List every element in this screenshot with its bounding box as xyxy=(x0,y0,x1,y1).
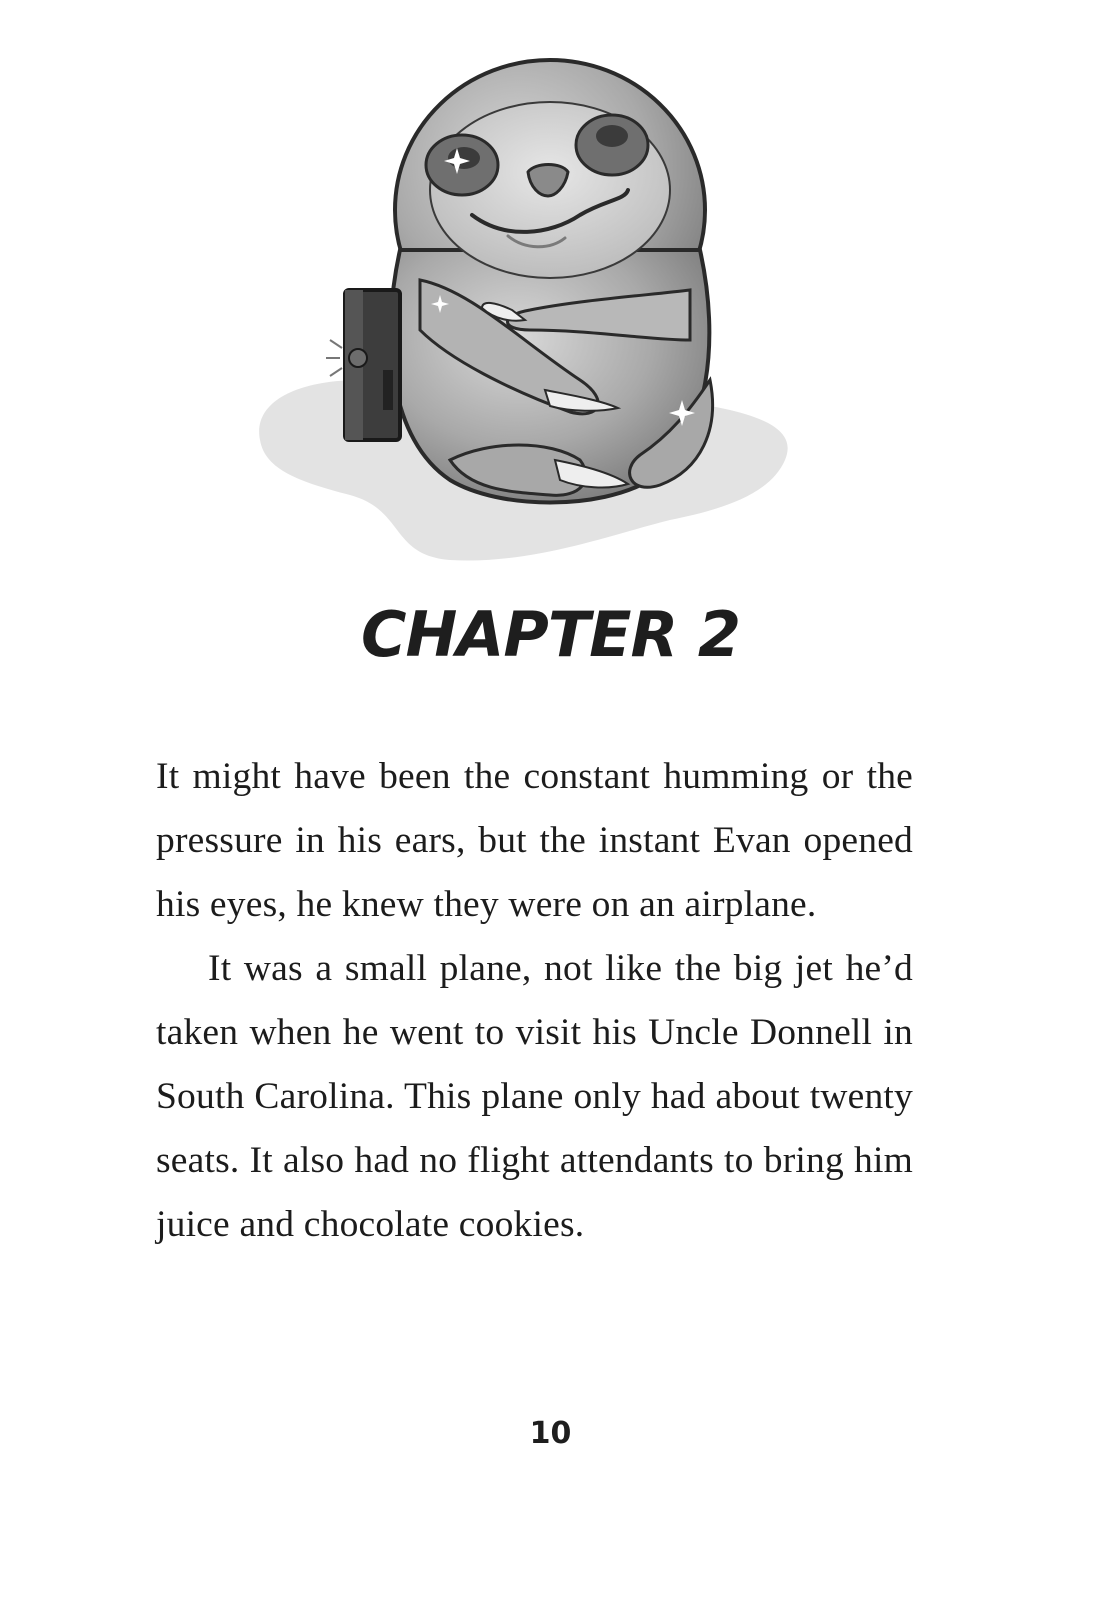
paragraph: It was a small plane, not like the big jet he’d taken when he went to visit his Uncle Donnell in South Carolina. This plane only had about twenty seats. It also had no flight attendants to bring him juice and chocolate cookies. xyxy=(156,948,913,1245)
sloth-icon xyxy=(391,60,713,503)
chapter-title: CHAPTER 2 xyxy=(361,598,740,671)
sloth-illustration xyxy=(250,40,810,580)
page-number: 10 xyxy=(529,1416,572,1451)
paragraph: It might have been the constant humming or the pressure in his ears, but the instant Evan opened his eyes, he knew they were on an airplane. xyxy=(156,756,913,925)
chapter-body xyxy=(156,745,913,1257)
